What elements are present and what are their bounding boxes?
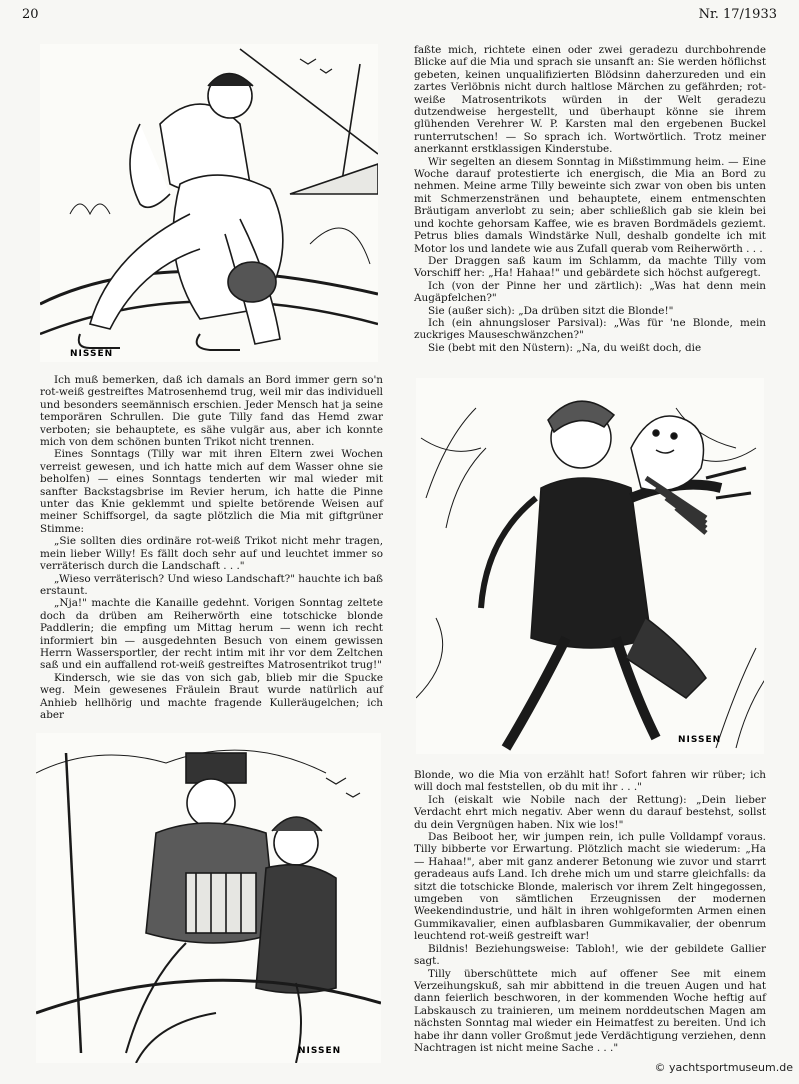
paragraph: Ich muß bemerken, daß ich damals an Bord immer gern so'n rot-weiß gestreiftes Matrosenhemd trug, weil mir das individuell und besonders seemännisch erschien. Jeder Mensch hat ja seine temporären Schrullen. Die gute Tilly fand das Hemd zwar verboten; sie behauptete, es sähe vulgär aus, aber ich konnte mich von dem schönen bunten Trikot nicht trennen. [40, 374, 383, 449]
illustration-1-signature: NISSEN [70, 349, 114, 359]
paragraph: „Wieso verräterisch? Und wieso Landschaft?" hauchte ich baß erstaunt. [40, 572, 383, 597]
paragraph: Tilly überschüttete mich auf offener See mit einem Verzeihungskuß, sah mir abbittend in die treuen Augen und hat dann feierlich beschworen, in der kommenden Woche heftig auf Labskausch zu trainieren, um meinem norddeutschen Magen am nächsten Sonntag mal wieder ein Heimatfest zu bereiten. Und ich habe ihr dann voller Großmut jede Verdächtigung verziehen, denn Nachtragen ist nicht meine Sache . . ." [414, 967, 766, 1054]
left-column-text [40, 374, 383, 721]
paragraph: „Nja!" machte die Kanaille gedehnt. Vorigen Sonntag zeltete doch da drüben am Reiherwörth eine totschicke blonde Paddlerin; die empfing um Mittag herum — wenn ich recht informiert bin — ausgedehnten Besuch von einem gewissen Herrn Wassersportler, der recht intim mit ihr vor dem Zeltchen saß und ein auffallend rot-weiß gestreiftes Matrosentrikot trug!" [40, 597, 383, 672]
paragraph: „Sie sollten dies ordinäre rot-weiß Trikot nicht mehr tragen, mein lieber Willy! Es fällt doch sehr auf und leuchtet immer so verräterisch durch die Landschaft . . ." [40, 535, 383, 573]
watermark: © yachtsportmuseum.de [654, 1061, 793, 1074]
paragraph: Ich (von der Pinne her und zärtlich): „Was hat denn mein Augäpfelchen?" [414, 279, 766, 305]
illustration-3-signature: NISSEN [298, 1046, 342, 1056]
paragraph: Der Draggen saß kaum im Schlamm, da machte Tilly vom Vorschiff her: „Ha! Hahaa!" und gebärdete sich höchst aufgeregt. [414, 254, 766, 280]
paragraph: faßte mich, richtete einen oder zwei geradezu durchbohrende Blicke auf die Mia und sprach sie unsanft an: Sie werden höflichst gebeten, keinen unqualifizierten Blödsinn daherzureden und ein zartes Verlöbnis nicht durch haltlose Märchen zu gefährden; rot-weiße Matrosentrikots würden in der Welt geradezu dutzendweise hergestellt, und überhaupt könne sie ihrem glühenden Verehrer W. P. Karsten mal den ergebenen Buckel runterrutschen! — So sprach ich. Wortwörtlich. Trotz meiner anerkannt erstklassigen Kinderstube. [414, 44, 766, 156]
paragraph: Blonde, wo die Mia von erzählt hat! Sofort fahren wir rüber; ich will doch mal feststellen, ob du mit ihr . . ." [414, 769, 766, 794]
paragraph: Sie (außer sich): „Da drüben sitzt die Blonde!" [428, 304, 674, 317]
illustration-woman-on-boat [40, 44, 378, 362]
paragraph: Kindersch, wie sie das von sich gab, blieb mir die Spucke weg. Mein gewesenes Fräulein Braut wurde natürlich auf Anhieb hellhörig und machte fragende Kulleräugelchen; ich aber [40, 671, 383, 721]
paragraph: Ich (ein ahnungsloser Parsival): „Was für 'ne Blonde, mein zuckriges Mauseschwänzchen?" [414, 316, 766, 342]
illustration-2-signature: NISSEN [678, 735, 722, 745]
illustration-woman-with-inflatable [416, 378, 764, 754]
page-number: 20 [22, 7, 39, 22]
illustration-couple-in-boat [36, 733, 381, 1063]
paragraph: Bildnis! Beziehungsweise: Tabloh!, wie der gebildete Gallier sagt. [414, 942, 766, 968]
right-column-bottom-text [414, 769, 766, 1054]
paragraph: Eines Sonntags (Tilly war mit ihren Eltern zwei Wochen verreist gewesen, und ich hatte mich auf dem Wasser ohne sie beholfen) — eines Sonntags tenderten wir mal wieder mit sanfter Backstagsbrise im Revier herum, ich hatte die Pinne unter das Knie geklemmt und spielte betörende Weisen auf meiner Schiffsorgel, da sagte plötzlich die Mia mit giftgrüner Stimme: [40, 448, 383, 535]
paragraph: Sie (bebt mit den Nüstern): „Na, du weißt doch, die [428, 341, 702, 354]
paragraph: Wir segelten an diesem Sonntag in Mißstimmung heim. — Eine Woche darauf protestierte ich energisch, die Mia an Bord zu nehmen. Meine arme Tilly beweinte sich zwar von oben bis unten mit Schmerzenstränen und behauptete, einem entmenschten Bräutigam anverlobt zu sein; aber schließlich gab sie klein bei und kochte gehorsam Kaffee, wie es braven Bordmädels geziemt. Petrus blies damals Windstärke Null, deshalb gondelte ich mit Motor los und landete wie aus Zufall querab vom Reiherwörth . . . [414, 155, 766, 255]
paragraph: Das Beiboot her, wir jumpen rein, ich pulle Volldampf voraus. Tilly bibberte vor Erwartung. Plötzlich macht sie wiederum: „Ha — Hahaa!", aber mit ganz anderer Betonung wie zuvor und starrt geradeaus aufs Land. Ich drehe mich um und starre gleichfalls: da sitzt die totschicke Blonde, malerisch vor ihrem Zelt hingegossen, umgeben von sämtlichen Erzeugnissen der modernen Weekendindustrie, und hält in ihren wohlgeformten Armen einen Gummikavalier, einen aufblasbaren Gummikavalier, der obenrum leuchtend rot-weiß gestreift war! [414, 831, 766, 943]
paragraph: Ich (eiskalt wie Nobile nach der Rettung): „Dein lieber Verdacht ehrt mich negativ. Aber wenn du darauf bestehst, sollst du dein Vergnügen haben. Nix wie los!" [414, 793, 766, 831]
right-column-top-text [414, 44, 766, 354]
issue-number: Nr. 17/1933 [698, 7, 777, 22]
